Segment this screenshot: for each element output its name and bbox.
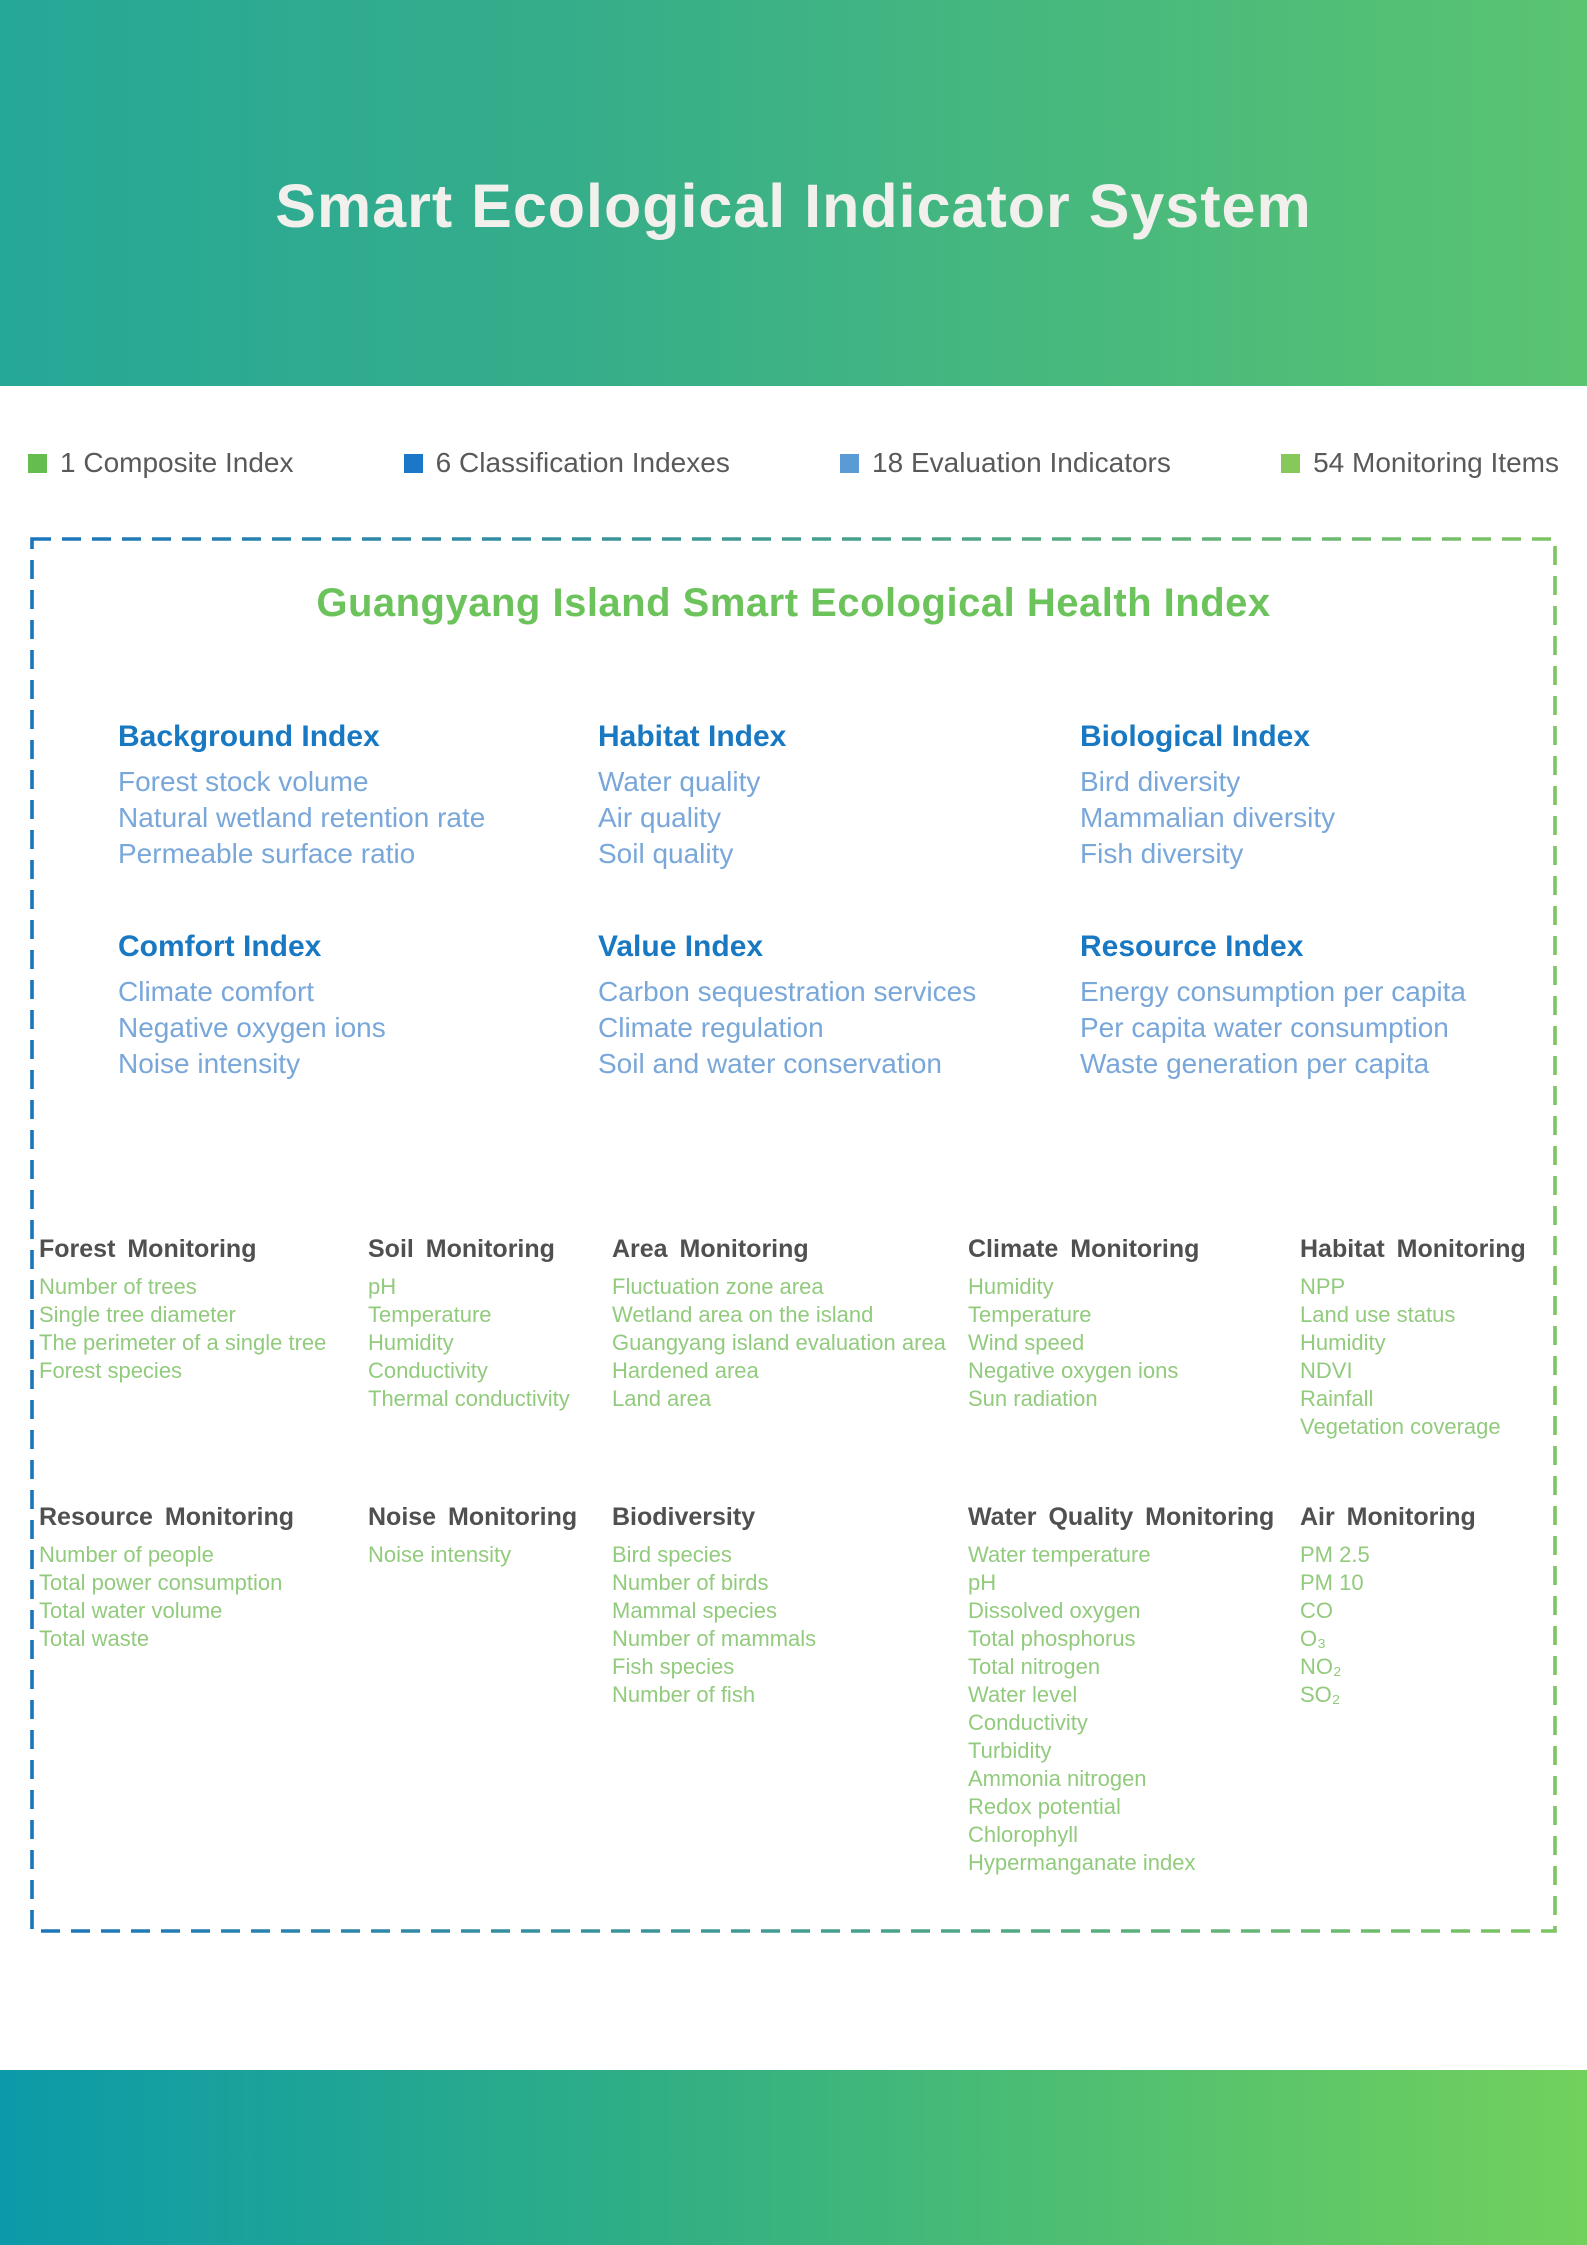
monitoring-item: Redox potential <box>968 1794 1121 1819</box>
monitoring-item: Total power consumption <box>39 1570 283 1595</box>
monitoring-item: Temperature <box>968 1302 1092 1327</box>
index-item: Forest stock volume <box>118 766 369 797</box>
monitoring-item: Hypermanganate index <box>968 1850 1196 1875</box>
index-card-title: Resource Index <box>1080 930 1304 963</box>
monitoring-item: pH <box>368 1274 397 1299</box>
index-item: Air quality <box>598 802 721 833</box>
index-card-value <box>598 930 976 1082</box>
monitoring-card-title: Area Monitoring <box>612 1235 809 1263</box>
monitoring-item: Hardened area <box>612 1358 759 1383</box>
index-card-biological <box>1080 720 1335 872</box>
monitoring-item: Temperature <box>368 1302 492 1327</box>
monitoring-item: Total nitrogen <box>968 1654 1101 1679</box>
monitoring-item: The perimeter of a single tree <box>39 1330 327 1355</box>
legend-label: 1 Composite Index <box>60 447 294 478</box>
index-item: Bird diversity <box>1080 766 1241 797</box>
monitoring-item: CO <box>1300 1598 1333 1623</box>
index-card-habitat <box>598 720 786 872</box>
legend-label: 54 Monitoring Items <box>1313 447 1559 478</box>
monitoring-card-title: Climate Monitoring <box>968 1235 1200 1263</box>
monitoring-card-forest <box>39 1235 326 1385</box>
lightgreen-square-icon <box>1281 454 1300 473</box>
index-item: Climate comfort <box>118 976 315 1007</box>
index-card-comfort <box>118 930 386 1082</box>
monitoring-card-air <box>1300 1503 1476 1709</box>
monitoring-item: O₃ <box>1300 1626 1327 1651</box>
index-item: Per capita water consumption <box>1080 1012 1449 1043</box>
monitoring-card-title: Habitat Monitoring <box>1300 1235 1526 1263</box>
monitoring-card-title: Air Monitoring <box>1300 1503 1476 1531</box>
index-card-title: Habitat Index <box>598 720 787 753</box>
index-item: Negative oxygen ions <box>118 1012 386 1043</box>
index-item: Carbon sequestration services <box>598 976 977 1007</box>
index-card-title: Biological Index <box>1080 720 1311 753</box>
index-card-title: Comfort Index <box>118 930 322 963</box>
index-item: Permeable surface ratio <box>118 838 416 869</box>
monitoring-item: Negative oxygen ions <box>968 1358 1179 1383</box>
header-banner <box>0 0 1587 386</box>
monitoring-item: Fish species <box>612 1654 735 1679</box>
monitoring-card-habitat <box>1300 1235 1526 1441</box>
monitoring-item: pH <box>968 1570 997 1595</box>
green-square-icon <box>28 454 47 473</box>
lightblue-square-icon <box>840 454 859 473</box>
monitoring-item: NDVI <box>1300 1358 1353 1383</box>
legend-item-monitoring <box>1281 447 1559 479</box>
monitoring-item: Number of mammals <box>612 1626 817 1651</box>
index-item: Climate regulation <box>598 1012 824 1043</box>
monitoring-card-area <box>612 1235 946 1413</box>
monitoring-card-title: Resource Monitoring <box>39 1503 295 1531</box>
monitoring-item: Turbidity <box>968 1738 1052 1763</box>
legend-item-classification <box>404 447 730 479</box>
monitoring-item: Conductivity <box>368 1358 488 1383</box>
monitoring-item: Ammonia nitrogen <box>968 1766 1147 1791</box>
monitoring-item: Dissolved oxygen <box>968 1598 1141 1623</box>
index-item: Energy consumption per capita <box>1080 976 1466 1007</box>
index-item: Noise intensity <box>118 1048 301 1079</box>
monitoring-item: Land area <box>612 1386 712 1411</box>
legend-row <box>28 446 1559 480</box>
page-title: Smart Ecological Indicator System <box>275 172 1312 240</box>
monitoring-card-water-quality <box>968 1503 1274 1877</box>
index-item: Soil and water conservation <box>598 1048 942 1079</box>
legend-item-evaluation <box>840 447 1171 479</box>
monitoring-card-climate <box>968 1235 1199 1413</box>
monitoring-item: Total water volume <box>39 1598 223 1623</box>
monitoring-item: Single tree diameter <box>39 1302 236 1327</box>
monitoring-item: Humidity <box>968 1274 1054 1299</box>
monitoring-card-soil <box>368 1235 570 1413</box>
monitoring-item: Total waste <box>39 1626 150 1651</box>
index-item: Natural wetland retention rate <box>118 802 486 833</box>
monitoring-item: Humidity <box>1300 1330 1386 1355</box>
monitoring-card-title: Forest Monitoring <box>39 1235 257 1263</box>
index-item: Fish diversity <box>1080 838 1244 869</box>
monitoring-item: Number of people <box>39 1542 214 1567</box>
monitoring-card-resource <box>39 1503 294 1653</box>
monitoring-item: Fluctuation zone area <box>612 1274 824 1299</box>
monitoring-item: Number of fish <box>612 1682 756 1707</box>
index-item: Water quality <box>598 766 761 797</box>
monitoring-item: Mammal species <box>612 1598 778 1623</box>
health-index-panel <box>30 537 1557 1933</box>
monitoring-item: Humidity <box>368 1330 454 1355</box>
panel-title: Guangyang Island Smart Ecological Health Index <box>316 581 1271 625</box>
monitoring-card-noise <box>368 1503 577 1569</box>
index-item: Waste generation per capita <box>1080 1048 1430 1079</box>
monitoring-item: NO₂ <box>1300 1654 1342 1679</box>
legend-label: 18 Evaluation Indicators <box>872 447 1171 478</box>
monitoring-card-title: Soil Monitoring <box>368 1235 555 1263</box>
monitoring-item: Vegetation coverage <box>1300 1414 1501 1439</box>
monitoring-card-title: Biodiversity <box>612 1503 756 1531</box>
monitoring-item: Chlorophyll <box>968 1822 1079 1847</box>
monitoring-item: Bird species <box>612 1542 732 1567</box>
monitoring-item: Number of birds <box>612 1570 769 1595</box>
monitoring-item: PM 10 <box>1300 1570 1364 1595</box>
index-card-background <box>118 720 485 872</box>
monitoring-item: Land use status <box>1300 1302 1456 1327</box>
monitoring-item: Wetland area on the island <box>612 1302 874 1327</box>
legend-label: 6 Classification Indexes <box>435 447 730 478</box>
monitoring-item: PM 2.5 <box>1300 1542 1370 1567</box>
index-item: Mammalian diversity <box>1080 802 1336 833</box>
index-item: Soil quality <box>598 838 734 869</box>
monitoring-item: SO₂ <box>1300 1682 1341 1707</box>
monitoring-item: Noise intensity <box>368 1542 512 1567</box>
index-card-resource <box>1080 930 1466 1082</box>
monitoring-item: Conductivity <box>968 1710 1088 1735</box>
monitoring-item: Forest species <box>39 1358 183 1383</box>
blue-square-icon <box>404 454 423 473</box>
monitoring-card-title: Water Quality Monitoring <box>968 1503 1275 1531</box>
monitoring-item: Total phosphorus <box>968 1626 1136 1651</box>
index-card-title: Value Index <box>598 930 764 963</box>
legend-item-composite <box>28 447 293 479</box>
monitoring-item: Water level <box>968 1682 1078 1707</box>
monitoring-item: NPP <box>1300 1274 1346 1299</box>
monitoring-item: Thermal conductivity <box>368 1386 570 1411</box>
monitoring-item: Water temperature <box>968 1542 1151 1567</box>
monitoring-item: Guangyang island evaluation area <box>612 1330 946 1355</box>
monitoring-item: Number of trees <box>39 1274 197 1299</box>
monitoring-item: Sun radiation <box>968 1386 1098 1411</box>
footer-banner <box>0 2070 1587 2245</box>
monitoring-card-biodiversity <box>612 1503 816 1709</box>
monitoring-card-title: Noise Monitoring <box>368 1503 578 1531</box>
monitoring-item: Rainfall <box>1300 1386 1374 1411</box>
index-card-title: Background Index <box>118 720 380 753</box>
monitoring-item: Wind speed <box>968 1330 1085 1355</box>
